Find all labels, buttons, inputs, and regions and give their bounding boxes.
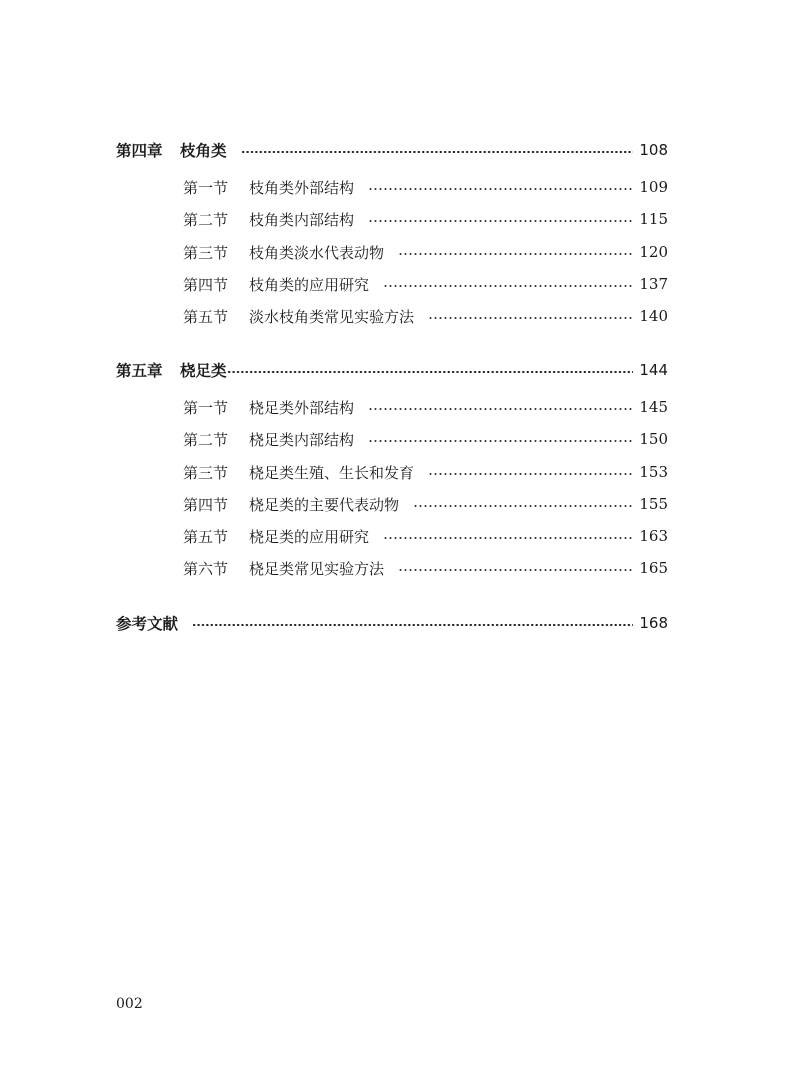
section-label: 第四节 xyxy=(183,495,229,514)
section-label: 第一节 xyxy=(183,398,229,417)
section-page-number: 155 xyxy=(639,495,668,513)
toc-section[interactable] xyxy=(183,556,668,580)
section-page-number: 120 xyxy=(639,243,668,261)
dot-leader xyxy=(398,569,633,571)
section-page-number: 115 xyxy=(639,210,668,228)
dot-leader xyxy=(192,624,633,626)
section-title: 桡足类外部结构 xyxy=(249,398,355,417)
dot-leader xyxy=(383,285,633,287)
section-title: 桡足类的主要代表动物 xyxy=(249,495,400,514)
section-title: 桡足类内部结构 xyxy=(249,430,355,449)
section-label: 第二节 xyxy=(183,210,229,229)
section-title: 枝角类外部结构 xyxy=(249,178,355,197)
section-page-number: 137 xyxy=(639,275,668,293)
toc-section[interactable] xyxy=(183,395,668,419)
section-label: 第二节 xyxy=(183,430,229,449)
toc-chapter-5[interactable] xyxy=(116,358,668,382)
section-page-number: 150 xyxy=(639,430,668,448)
section-page-number: 109 xyxy=(639,178,668,196)
chapter-label: 第四章 xyxy=(116,142,163,160)
toc-section[interactable] xyxy=(183,175,668,199)
section-label: 第五节 xyxy=(183,307,229,326)
references-title: 参考文献 xyxy=(116,615,179,633)
toc-references[interactable] xyxy=(116,611,668,635)
toc-section[interactable] xyxy=(183,492,668,516)
toc-section[interactable] xyxy=(183,207,668,231)
section-title: 桡足类的应用研究 xyxy=(249,527,370,546)
dot-leader xyxy=(413,505,633,507)
toc-section[interactable] xyxy=(183,304,668,328)
toc-section[interactable] xyxy=(183,524,668,548)
section-label: 第三节 xyxy=(183,243,229,262)
section-label: 第三节 xyxy=(183,463,229,482)
section-title: 枝角类淡水代表动物 xyxy=(249,243,385,262)
chapter-label: 第五章 xyxy=(116,362,163,380)
section-label: 第六节 xyxy=(183,559,229,578)
dot-leader xyxy=(368,440,633,442)
section-label: 第五节 xyxy=(183,527,229,546)
chapter-title: 桡足类 xyxy=(180,362,227,380)
toc-section[interactable] xyxy=(183,460,668,484)
dot-leader xyxy=(227,371,634,373)
toc-chapter-4[interactable] xyxy=(116,138,668,162)
dot-leader xyxy=(398,253,633,255)
page-number: 002 xyxy=(116,996,143,1012)
toc-section[interactable] xyxy=(183,427,668,451)
section-title: 淡水枝角类常见实验方法 xyxy=(249,307,415,326)
dot-leader xyxy=(383,537,633,539)
toc-section[interactable] xyxy=(183,272,668,296)
dot-leader xyxy=(368,408,633,410)
dot-leader xyxy=(368,188,633,190)
section-page-number: 165 xyxy=(639,559,668,577)
chapter-page-number: 144 xyxy=(639,361,668,379)
dot-leader xyxy=(368,220,633,222)
chapter-title: 枝角类 xyxy=(180,142,227,160)
dot-leader xyxy=(428,473,633,475)
section-title: 枝角类的应用研究 xyxy=(249,275,370,294)
dot-leader xyxy=(428,317,633,319)
section-page-number: 163 xyxy=(639,527,668,545)
section-title: 枝角类内部结构 xyxy=(249,210,355,229)
dot-leader xyxy=(241,151,634,153)
section-label: 第四节 xyxy=(183,275,229,294)
toc-section[interactable] xyxy=(183,240,668,264)
section-title: 桡足类生殖、生长和发育 xyxy=(249,463,415,482)
section-title: 桡足类常见实验方法 xyxy=(249,559,385,578)
chapter-page-number: 108 xyxy=(639,141,668,159)
references-page-number: 168 xyxy=(639,614,668,632)
section-page-number: 140 xyxy=(639,307,668,325)
section-page-number: 153 xyxy=(639,463,668,481)
section-page-number: 145 xyxy=(639,398,668,416)
section-label: 第一节 xyxy=(183,178,229,197)
